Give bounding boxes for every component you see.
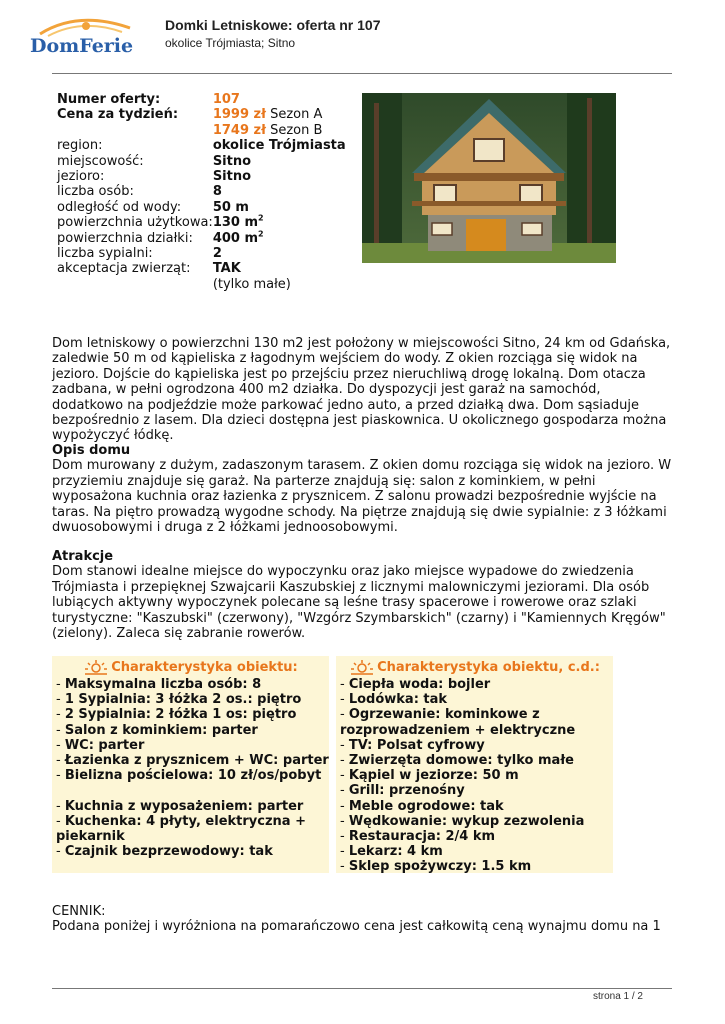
characteristics-box-left	[52, 656, 329, 873]
characteristics-list-right	[336, 677, 613, 875]
offer-field-value	[213, 215, 346, 230]
season-b-label: Sezon B	[270, 122, 323, 138]
characteristic-item	[56, 707, 329, 722]
bullet-dash: -	[340, 753, 349, 769]
offer-number-row	[57, 92, 346, 107]
characteristic-text: Kąpiel w jeziorze: 50 m	[348, 768, 519, 784]
offer-field-row	[57, 184, 346, 199]
characteristic-text: Lekarz: 4 km	[348, 844, 443, 860]
season-a-label: Sezon A	[270, 107, 323, 123]
characteristics-title-right	[336, 657, 613, 677]
characteristic-item	[340, 738, 613, 753]
characteristic-text: 2 Sypialnia: 2 łóżka 1 os: piętro	[64, 707, 297, 723]
offer-field-row	[57, 215, 346, 230]
characteristic-item	[340, 753, 613, 768]
offer-field-label: liczba sypialni:	[57, 246, 153, 262]
offer-field-value-text: TAK	[212, 261, 241, 277]
bullet-dash: -	[56, 707, 65, 723]
characteristic-item	[56, 723, 329, 738]
characteristic-text: Bielizna pościelowa: 10 zł/os/pobyt	[64, 768, 322, 784]
characteristic-text: Wędkowanie: wykup zezwolenia	[348, 813, 585, 829]
svg-text:DomFerie: DomFerie	[30, 35, 134, 57]
house-photo	[362, 93, 616, 263]
offer-fields	[57, 138, 346, 292]
domferie-logo	[26, 14, 148, 66]
house-description-text: Dom murowany z dużym, zadaszonym tarasem. Z okien domu rozciąga się widok na jezioro. W przyziemiu znajduje się garaż. Na parterze znajdują się: salon z kominkiem, w pełni wyposażona kuchnia oraz łazienka z prysznicem. Z salonu prowadzi bezpośrednie wyjście na taras. Na piętro prowadzą wygodne schody. Na piętrze znajdują się dwie sypialnie: z 3 łóżkami dwuosobowymi i druga z 2 łóżkami jednoosobowymi.	[52, 458, 672, 536]
list-spacer	[56, 783, 329, 798]
offer-field-row	[57, 261, 346, 276]
characteristic-item	[56, 738, 329, 753]
characteristics-box-right	[336, 656, 613, 873]
bullet-dash: -	[340, 692, 349, 708]
characteristic-text: Sklep spożywczy: 1.5 km	[348, 859, 532, 875]
characteristic-text: TV: Polsat cyfrowy	[348, 737, 485, 753]
price-b-value: 1749 zł	[212, 122, 266, 138]
price-b	[213, 123, 346, 138]
characteristic-text: Ogrzewanie: kominkowe z rozprowadzeniem + elektryczne	[340, 707, 576, 738]
attractions-heading: Atrakcje	[52, 549, 114, 564]
house-description-section	[52, 443, 672, 535]
characteristic-item	[340, 692, 613, 707]
offer-info-table	[57, 92, 346, 292]
characteristic-text: Meble ogrodowe: tak	[348, 798, 504, 814]
characteristic-item	[56, 844, 329, 859]
characteristic-text: Lodówka: tak	[348, 692, 448, 708]
characteristic-text: Łazienka z prysznicem + WC: parter	[64, 753, 329, 769]
price-row-b	[57, 123, 346, 138]
page-number: strona 1 / 2	[592, 991, 643, 1002]
bullet-dash: -	[340, 859, 349, 875]
bullet-dash: -	[340, 768, 349, 784]
description-paragraph: Dom letniskowy o powierzchni 130 m2 jest położony w miejscowości Sitno, 24 km od Gdańska, zaledwie 50 m od kąpieliska z łagodnym wejściem do wody. Z okien rozciąga się widok na jezioro. Dojście do kąpieliska jest po przejściu przez nieruchliwą drogę lokalną. Dom otacza zadbana, w pełni ogrodzona 400 m2 działka. Do dyspozycji jest garaż na samochód, dodatkowo na podjeździe może parkować jedno auto, a przed działką dwa. Dom sąsiaduje bezpośrednio z lasem. Dla dzieci dostępna jest piaskownica. U okolicznego gospodarza można wypożyczyć łódkę.	[52, 336, 671, 444]
bullet-dash: -	[56, 813, 65, 829]
bullet-dash: -	[56, 798, 65, 814]
characteristic-item	[340, 814, 613, 829]
characteristic-item	[340, 799, 613, 814]
bullet-dash: -	[56, 844, 65, 860]
bullet-dash: -	[340, 844, 349, 860]
characteristic-text: Zwierzęta domowe: tylko małe	[348, 753, 574, 769]
bullet-dash: -	[56, 768, 65, 784]
characteristic-text: Maksymalna liczba osób: 8	[64, 677, 262, 692]
characteristic-item	[56, 814, 329, 844]
offer-field-label: jezioro:	[57, 169, 105, 185]
sun-icon	[349, 659, 375, 675]
characteristic-item	[340, 677, 613, 692]
bullet-dash: -	[340, 707, 349, 723]
characteristic-item	[340, 783, 613, 798]
characteristic-text: Restauracja: 2/4 km	[348, 829, 496, 845]
pricing-section	[52, 904, 672, 935]
offer-field-label: miejscowość:	[57, 153, 144, 169]
offer-field-value-text: 50 m	[212, 199, 249, 215]
price-a	[213, 107, 346, 122]
attractions-text: Dom stanowi idealne miejsce do wypoczynku oraz jako miejsce wypadowe do zwiedzenia Trójmiasta i przepięknej Szwajcarii Kaszubskiej z licznymi malowniczymi jeziorami. Dla osób lubiących aktywny wypoczynek polecane są leśne trasy spacerowe i rowerowe oraz szlaki turystyczne: "Kaszubski" (czerwony), "Wzgórz Szymbarskich" (czarny) i "Kamiennych Kręgów" (zielony). Zaleca się zabranie rowerów.	[52, 564, 666, 642]
characteristics-title-right-text: Charakterystyka obiektu, c.d.:	[377, 659, 600, 675]
offer-field-value	[213, 184, 346, 199]
pricing-text: Podana poniżej i wyróżniona na pomarańczowo cena jest całkowitą ceną wynajmu domu na 1	[52, 919, 661, 935]
offer-field-row	[57, 231, 346, 246]
characteristic-text: Kuchnia z wyposażeniem: parter	[64, 798, 304, 814]
document-title: Domki Letniskowe: oferta nr 107	[165, 17, 381, 33]
bullet-dash: -	[56, 692, 65, 708]
characteristic-item	[56, 753, 329, 768]
offer-number-value: 107	[212, 92, 240, 107]
characteristic-item	[56, 677, 329, 692]
characteristic-item	[56, 799, 329, 814]
characteristic-item	[56, 692, 329, 707]
offer-field-label: liczba osób:	[57, 184, 134, 200]
bullet-dash: -	[340, 829, 349, 845]
bullet-dash: -	[340, 737, 349, 753]
offer-field-value	[213, 138, 346, 153]
offer-number-label: Numer oferty:	[57, 92, 161, 107]
offer-field-value-text: 8	[212, 184, 222, 200]
offer-field-value	[213, 200, 346, 215]
offer-field-note-row	[57, 277, 346, 292]
footer-divider	[52, 988, 672, 989]
characteristic-text: WC: parter	[64, 737, 145, 753]
offer-field-value	[213, 169, 346, 184]
bullet-dash: -	[56, 722, 65, 738]
offer-field-value-text: Sitno	[212, 169, 252, 185]
price-row	[57, 107, 346, 122]
characteristic-item	[340, 768, 613, 783]
offer-field-value	[213, 261, 346, 276]
characteristics-title-left	[52, 657, 329, 677]
offer-field-value-text: 130 m	[212, 215, 259, 231]
characteristic-item	[340, 859, 613, 874]
offer-field-row	[57, 169, 346, 184]
characteristics-title-left-text: Charakterystyka obiektu:	[111, 659, 298, 675]
offer-field-note: (tylko małe)	[212, 276, 291, 292]
characteristic-text: Salon z kominkiem: parter	[64, 722, 258, 738]
bullet-dash: -	[56, 753, 65, 769]
attractions-section	[52, 549, 672, 641]
characteristic-item	[340, 844, 613, 859]
unit-superscript: 2	[258, 213, 264, 223]
bullet-dash: -	[56, 677, 65, 692]
offer-field-value-text: 400 m	[212, 230, 259, 246]
offer-field-label: odległość od wody:	[57, 199, 182, 215]
pricing-heading: CENNIK:	[52, 904, 106, 919]
unit-superscript: 2	[258, 229, 264, 239]
offer-field-label: powierzchnia działki:	[57, 230, 193, 246]
sun-icon	[83, 659, 109, 675]
offer-field-value-text: 2	[212, 246, 222, 262]
offer-field-row	[57, 246, 346, 261]
characteristic-item	[340, 707, 613, 737]
characteristic-item	[56, 768, 329, 783]
bullet-dash: -	[340, 677, 349, 692]
characteristic-text: Czajnik bezprzewodowy: tak	[64, 844, 273, 860]
price-label: Cena za tydzień:	[57, 107, 179, 123]
offer-field-row	[57, 200, 346, 215]
offer-field-value	[213, 231, 346, 246]
offer-field-label: region:	[57, 138, 103, 154]
offer-field-value-text: okolice Trójmiasta	[212, 138, 346, 154]
bullet-dash: -	[56, 737, 65, 753]
offer-field-value	[213, 154, 346, 169]
offer-field-value-text: Sitno	[212, 153, 252, 169]
document-subtitle: okolice Trójmiasta; Sitno	[165, 36, 296, 50]
bullet-dash: -	[340, 813, 349, 829]
characteristic-text: Grill: przenośny	[348, 783, 465, 799]
house-description-heading: Opis domu	[52, 443, 131, 458]
price-a-value: 1999 zł	[212, 107, 266, 123]
offer-field-value	[213, 246, 346, 261]
offer-field-label: akceptacja zwierząt:	[57, 261, 191, 277]
characteristic-item	[340, 829, 613, 844]
offer-field-row	[57, 138, 346, 153]
characteristics-list-left	[52, 677, 329, 859]
bullet-dash: -	[340, 783, 349, 799]
offer-field-label: powierzchnia użytkowa:	[57, 215, 213, 231]
characteristic-text: Ciepła woda: bojler	[348, 677, 491, 692]
characteristic-text: 1 Sypialnia: 3 łóżka 2 os.: piętro	[64, 692, 302, 708]
header-divider	[52, 73, 672, 74]
offer-field-row	[57, 154, 346, 169]
bullet-dash: -	[340, 798, 349, 814]
characteristic-text: Kuchenka: 4 płyty, elektryczna + piekarnik	[56, 813, 306, 845]
